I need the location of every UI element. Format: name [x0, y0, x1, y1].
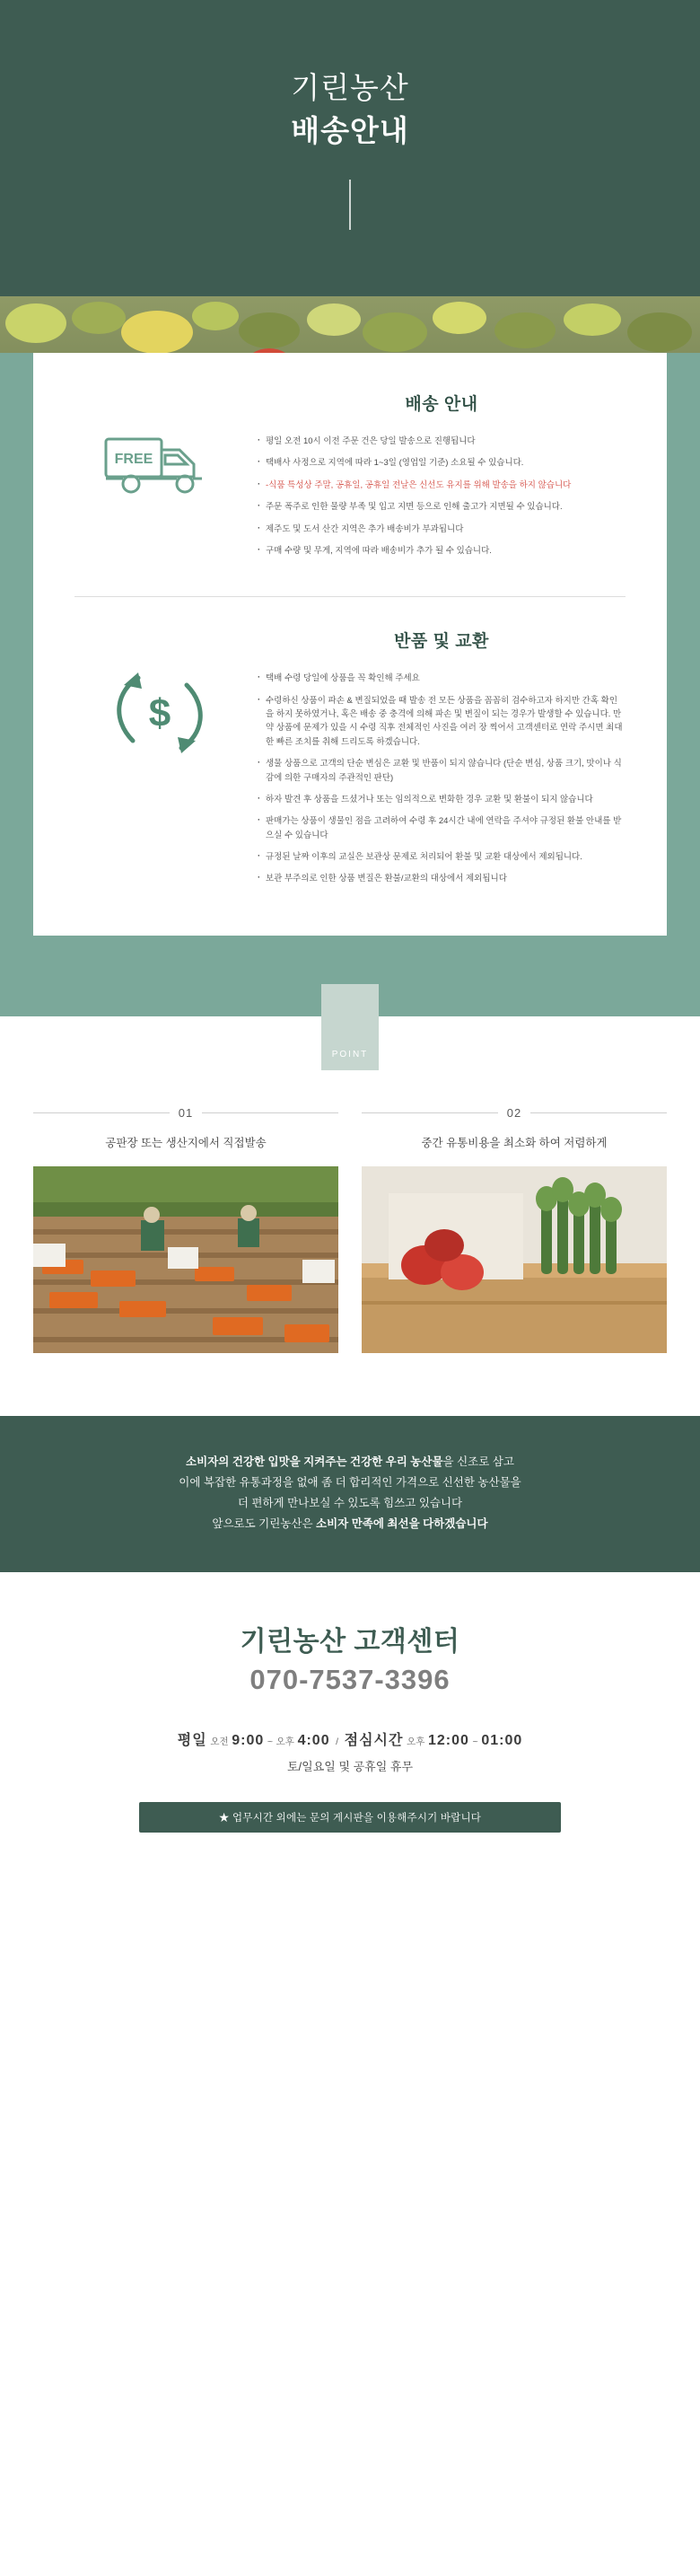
- list-item: · 택배 수령 당일에 상품을 꼭 확인해 주세요: [258, 672, 626, 685]
- delivery-title: 배송 안내: [405, 395, 478, 414]
- feature-2-number-row: [362, 1106, 667, 1120]
- returns-title: 반품 및 교환: [394, 632, 489, 652]
- holiday-row: 토/일요일 및 공휴일 휴무: [286, 1760, 414, 1774]
- delivery-block: [74, 391, 626, 566]
- message-line-3: 더 편하게 만나보실 수 있도록 힘쓰고 있습니다: [237, 1497, 463, 1509]
- free-shipping-truck-icon: [102, 426, 217, 500]
- list-item-highlight: · -식품 특성상 주말, 공휴일, 공휴일 전날은 신선도 유지를 위해 발송을 하지 않습니다: [258, 479, 626, 492]
- vegetable-box-packing-photo: [362, 1166, 667, 1353]
- contact-title: 기린농산 고객센터: [240, 1627, 460, 1657]
- feature-1-image: [33, 1166, 338, 1353]
- list-item: · 수령하신 상품이 파손 & 변질되었을 때 발송 전 모든 상품을 꼼꼼히 검수하고자 하지만 간혹 확인을 하지 못하였거나, 혹은 배송 중 충격에 의해 파손 및 변질이 되는 경우가 발생할 수 있습니다. 만약 상품에 문제가 있을 시 수령 직후 전체적인 사진을 여러 장 찍어서 고객센터로 연락 주시면 최대한 빠른 조치를 취해 드리도록 하겠습니다.: [258, 694, 626, 750]
- message-line-1-rest: 을 신조로 삼고: [442, 1455, 514, 1468]
- feature-item-2: [362, 1106, 667, 1353]
- list-item: · 판매가는 상품이 생물인 점을 고려하여 수령 후 24시간 내에 연락을 주셔야 규정된 환불 안내를 받으실 수 있습니다: [258, 814, 626, 842]
- point-tab: [321, 984, 379, 1070]
- point-section: [0, 1016, 700, 1353]
- message-line-4: [18, 1514, 682, 1534]
- hero-divider: [349, 180, 351, 230]
- list-item: · 주문 폭주로 인한 물량 부족 및 입고 지면 등으로 인해 출고가 지면될 수 있습니다.: [258, 500, 626, 514]
- carrot-field-harvest-photo: [33, 1166, 338, 1353]
- feature-2-caption: 중간 유통비용을 최소화 하여 저렴하게: [421, 1136, 608, 1149]
- delivery-list: [258, 435, 626, 558]
- feature-2-number: 02: [506, 1105, 522, 1120]
- hero-banner: [0, 0, 700, 296]
- weekday-separator: ~: [267, 1736, 274, 1748]
- weekday-hours-row: [18, 1727, 682, 1755]
- rule-left: [362, 1112, 498, 1113]
- features-row: [33, 1103, 667, 1353]
- weekday-open-time: 9:00: [232, 1733, 265, 1749]
- refund-dollar-arrows-icon: [106, 664, 214, 762]
- feature-1-caption: 공판장 또는 생산지에서 직접발송: [105, 1136, 267, 1149]
- list-item: · 규정된 날짜 이후의 교실은 보관상 문제로 처리되어 환불 및 교환 대상에서 제외됩니다.: [258, 850, 626, 864]
- page-title: [291, 66, 409, 153]
- lunch-end-time: 01:00: [481, 1733, 523, 1749]
- svg-text:FREE: FREE: [114, 452, 153, 467]
- list-item: · 평일 오전 10시 이전 주문 건은 당일 발송으로 진행됩니다: [258, 435, 626, 448]
- contact-phone[interactable]: 070-7537-3396: [249, 1664, 451, 1696]
- feature-1-number-row: [33, 1106, 338, 1120]
- list-item: · 생물 상품으로 고객의 단순 변심은 교환 및 반품이 되지 않습니다 (단순 변심, 상품 크기, 맛이나 식감에 의한 구매자의 주관적인 판단): [258, 757, 626, 785]
- lunch-separator: ~: [472, 1736, 478, 1748]
- weekday-close-prefix: 오후: [276, 1736, 294, 1748]
- message-line-1: [18, 1452, 682, 1473]
- list-item: · 택배사 사정으로 지역에 따라 1~3일 (영업일 기준) 소요될 수 있습니다.: [258, 456, 626, 470]
- hero-line-1: 기린농산: [291, 71, 409, 105]
- returns-block: [74, 628, 626, 894]
- weekday-close-time: 4:00: [297, 1733, 330, 1749]
- business-hours: [18, 1727, 682, 1779]
- lunch-label: 점심시간: [344, 1733, 404, 1749]
- list-item: · 보관 부주의로 인한 상품 변질은 환불/교환의 대상에서 제외됩니다: [258, 872, 626, 885]
- message-bar: [0, 1416, 700, 1573]
- list-item: · 하자 발견 후 상품을 드셨거나 또는 임의적으로 변화한 경우 교환 및 환불이 되지 않습니다: [258, 793, 626, 806]
- lunch-start-time: 12:00: [428, 1733, 469, 1749]
- feature-item-1: [33, 1106, 338, 1353]
- returns-body: [258, 628, 626, 894]
- after-hours-notice: ★ 업무시간 외에는 문의 게시판을 이용해주시기 바랍니다: [139, 1802, 561, 1833]
- info-card: [33, 353, 667, 936]
- rule-right: [202, 1112, 338, 1113]
- hours-slash: /: [333, 1736, 341, 1748]
- list-item: · 제주도 및 도서 산간 지역은 추가 배송비가 부과됩니다: [258, 523, 626, 536]
- weekday-open-prefix: 오전: [210, 1736, 229, 1748]
- card-divider: [74, 596, 626, 597]
- delivery-body: [258, 391, 626, 566]
- lunch-prefix: 오후: [407, 1736, 425, 1748]
- weekday-label: 평일: [177, 1733, 207, 1749]
- message-line-1-strong: 소비자의 건강한 입맛을 지켜주는 건강한 우리 농산물: [186, 1455, 443, 1468]
- rule-left: [33, 1112, 170, 1113]
- point-tab-label: POINT: [331, 1049, 369, 1059]
- info-card-section: [0, 353, 700, 1016]
- rule-right: [530, 1112, 667, 1113]
- message-line-4-pre: 앞으로도 기린농산은: [212, 1517, 317, 1531]
- returns-icon-wrap: [74, 628, 245, 762]
- delivery-icon-wrap: [74, 391, 245, 500]
- returns-list: [258, 672, 626, 886]
- message-line-2: 이에 복잡한 유통과정을 없애 좀 더 합리적인 가격으로 신선한 농산물을: [179, 1475, 521, 1489]
- feature-2-image: [362, 1166, 667, 1353]
- svg-text:$: $: [148, 691, 171, 736]
- hero-line-2: 배송안내: [291, 114, 409, 147]
- contact-section: [0, 1572, 700, 1868]
- feature-1-number: 01: [178, 1105, 194, 1120]
- list-item: · 구매 수량 및 무게, 지역에 따라 배송비가 추가 될 수 있습니다.: [258, 544, 626, 558]
- message-line-4-strong: 소비자 만족에 최선을 다하겠습니다: [316, 1517, 488, 1531]
